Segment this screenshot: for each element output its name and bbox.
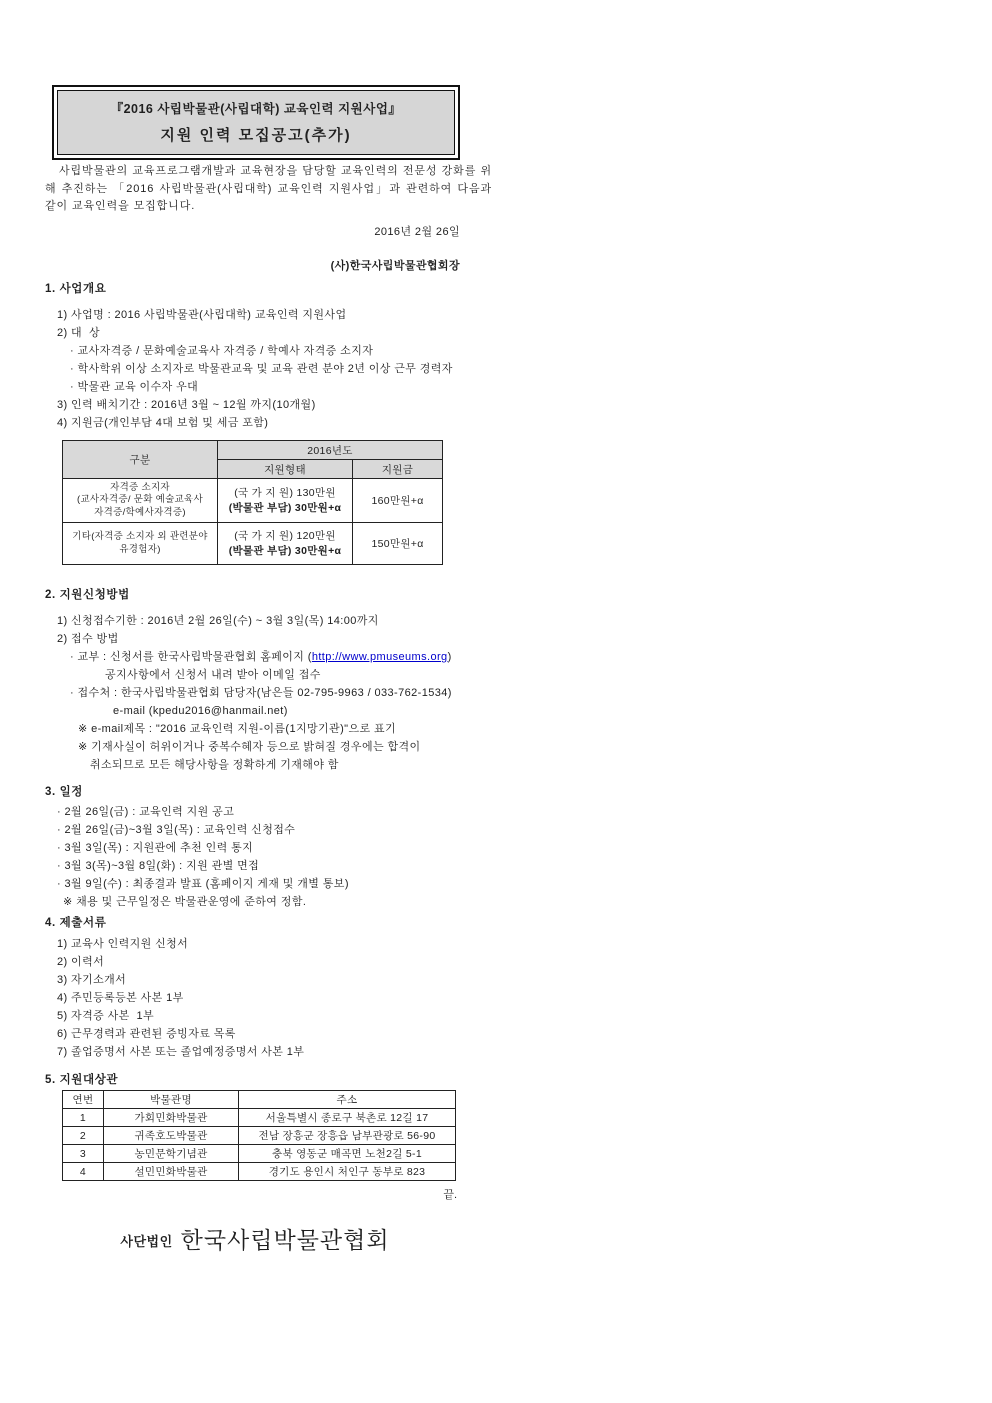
section-overview [45, 281, 505, 432]
section-2-item: 취소되므로 모든 해당사항을 정확하게 기재해야 함 [90, 759, 339, 771]
section-2-item: · 접수처 : 한국사립박물관협회 담당자(남은들 02-795-9963 / 033-762-1534) [70, 687, 452, 699]
section-3-heading: 3. 일정 [45, 786, 84, 798]
section-1-item: 2) 대 상 [57, 327, 101, 339]
section-4-item: 3) 자기소개서 [57, 974, 127, 986]
section-documents [45, 915, 505, 1061]
section-2-item [45, 648, 505, 666]
section-4-item: 6) 근무경력과 관련된 증빙자료 목록 [57, 1028, 236, 1040]
org-type-label: 사단법인 [120, 1234, 173, 1249]
section-2-item: ※ 기재사실이 허위이거나 중복수혜자 등으로 밝혀질 경우에는 합격이 [78, 741, 421, 753]
notice-date: 2016년 2월 26일 [374, 226, 460, 238]
museum-address: 경기도 용인시 처인구 동부로 823 [239, 1163, 456, 1181]
section-3-item: · 2월 26일(금)~3월 3일(목) : 교육인력 신청접수 [57, 824, 296, 836]
homepage-line-suffix: ) [447, 651, 452, 663]
section-1-item: 1) 사업명 : 2016 사립박물관(사립대학) 교육인력 지원사업 [57, 309, 347, 321]
section-4-item: 4) 주민등록등본 사본 1부 [57, 992, 184, 1004]
section-4-item: 7) 졸업증명서 사본 또는 졸업예정증명서 사본 1부 [57, 1046, 305, 1058]
museum-name: 가회민화박물관 [104, 1109, 239, 1127]
notice-title-line2: 지원 인력 모집공고(추가) [160, 127, 352, 144]
section-4-item: 2) 이력서 [57, 956, 105, 968]
homepage-line-prefix: · 교부 : 신청서를 한국사립박물관협회 홈페이지 ( [70, 651, 312, 663]
section-3-item: ※ 채용 및 근무일정은 박물관운영에 준하여 정함. [63, 896, 307, 908]
support-row-amount: 160만원+α [353, 479, 443, 523]
section-2-item: 공지사항에서 신청서 내려 받아 이메일 접수 [105, 669, 321, 681]
section-2-item: 2) 접수 방법 [57, 633, 119, 645]
museums-col-name: 박물관명 [104, 1091, 239, 1109]
museum-no: 3 [63, 1145, 104, 1163]
notice-title-box [52, 85, 460, 160]
section-target-museums [45, 1072, 505, 1088]
section-1-item: · 교사자격증 / 문화예술교육사 자격증 / 학예사 자격증 소지자 [70, 345, 374, 357]
org-name-label: 한국사립박물관협회 [180, 1227, 390, 1253]
section-1-item: 3) 인력 배치기간 : 2016년 3월 ~ 12월 까지(10개월) [57, 399, 316, 411]
section-1-item: · 박물관 교육 이수자 우대 [70, 381, 199, 393]
table-row [63, 479, 443, 523]
table-row [63, 1127, 456, 1145]
table-row [63, 1163, 456, 1181]
section-1-item: 4) 지원금(개인부담 4대 보험 및 세금 포함) [57, 417, 269, 429]
support-table-col-group: 구분 [63, 441, 218, 479]
support-amount-table [62, 440, 443, 565]
table-row [63, 1145, 456, 1163]
table-row [63, 523, 443, 565]
support-table-col-amount: 지원금 [353, 460, 443, 479]
support-row-amount: 150만원+α [353, 523, 443, 565]
issuer-signature: (사)한국사립박물관협회장 [330, 260, 460, 272]
section-1-heading: 1. 사업개요 [45, 283, 107, 295]
museums-col-no: 연번 [63, 1091, 104, 1109]
section-2-item: ※ e-mail제목 : "2016 교육인력 지원-이름(1지망기관)"으로 표기 [78, 723, 397, 735]
support-table-year-header: 2016년도 [218, 441, 443, 460]
section-3-item: · 3월 3일(목) : 지원관에 추천 인력 통지 [57, 842, 254, 854]
section-4-item: 5) 자격증 사본 1부 [57, 1010, 155, 1022]
section-2-item: e-mail (kpedu2016@hanmail.net) [113, 705, 288, 717]
section-4-heading: 4. 제출서류 [45, 917, 107, 929]
section-2-item: 1) 신청접수기한 : 2016년 2월 26일(수) ~ 3월 3일(목) 14:00까지 [57, 615, 379, 627]
table-row [63, 1109, 456, 1127]
section-3-item: · 2월 26일(금) : 교육인력 지원 공고 [57, 806, 235, 818]
museum-no: 1 [63, 1109, 104, 1127]
section-3-item: · 3월 3(목)~3월 8일(화) : 지원 관별 면접 [57, 860, 260, 872]
support-row-category: 자격증 소지자 (교사자격증/ 문화 예술교육사 자격증/학예사자격증) [63, 479, 218, 523]
section-schedule [45, 784, 505, 911]
intro-paragraph: 사립박물관의 교육프로그램개발과 교육현장을 담당할 교육인력의 전문성 강화를 위해 추진하는 「2016 사립박물관(사립대학) 교육인력 지원사업」과 관련하여 다음과 같이 교육인력을 모집합니다. [45, 165, 492, 212]
support-table-col-type: 지원형태 [218, 460, 353, 479]
museum-name: 설민민화박물관 [104, 1163, 239, 1181]
museum-address: 전남 장흥군 장흥읍 남부관광로 56-90 [239, 1127, 456, 1145]
museum-name: 농민문학기념관 [104, 1145, 239, 1163]
support-row-type: (국 가 지 원) 120만원 (박물관 부담) 30만원+α [218, 523, 353, 565]
museums-col-address: 주소 [239, 1091, 456, 1109]
museum-address: 충북 영동군 매곡면 노천2길 5-1 [239, 1145, 456, 1163]
support-row-type: (국 가 지 원) 130만원 (박물관 부담) 30만원+α [218, 479, 353, 523]
end-mark: 끝. [443, 1189, 457, 1201]
section-1-item: · 학사학위 이상 소지자로 박물관교육 및 교육 관련 분야 2년 이상 근무 경력자 [70, 363, 453, 375]
museum-no: 2 [63, 1127, 104, 1145]
museum-address: 서울특별시 종로구 북촌로 12길 17 [239, 1109, 456, 1127]
section-application [45, 587, 505, 774]
section-3-item: · 3월 9일(수) : 최종결과 발표 (홈페이지 게재 및 개별 통보) [57, 878, 349, 890]
section-5-heading: 5. 지원대상관 [45, 1074, 119, 1086]
homepage-url-link[interactable]: http://www.pmuseums.org [311, 651, 448, 663]
target-museums-table [62, 1090, 456, 1181]
museum-name: 귀족호도박물관 [104, 1127, 239, 1145]
footer-organization [45, 1222, 465, 1255]
notice-title-line1: 『2016 사립박물관(사립대학) 교육인력 지원사업』 [110, 102, 402, 116]
support-row-category: 기타(자격증 소지자 외 관련분야 유경험자) [63, 523, 218, 565]
section-2-heading: 2. 지원신청방법 [45, 589, 130, 601]
notice-title-inner [57, 90, 455, 155]
museum-no: 4 [63, 1163, 104, 1181]
section-4-item: 1) 교육사 인력지원 신청서 [57, 938, 189, 950]
